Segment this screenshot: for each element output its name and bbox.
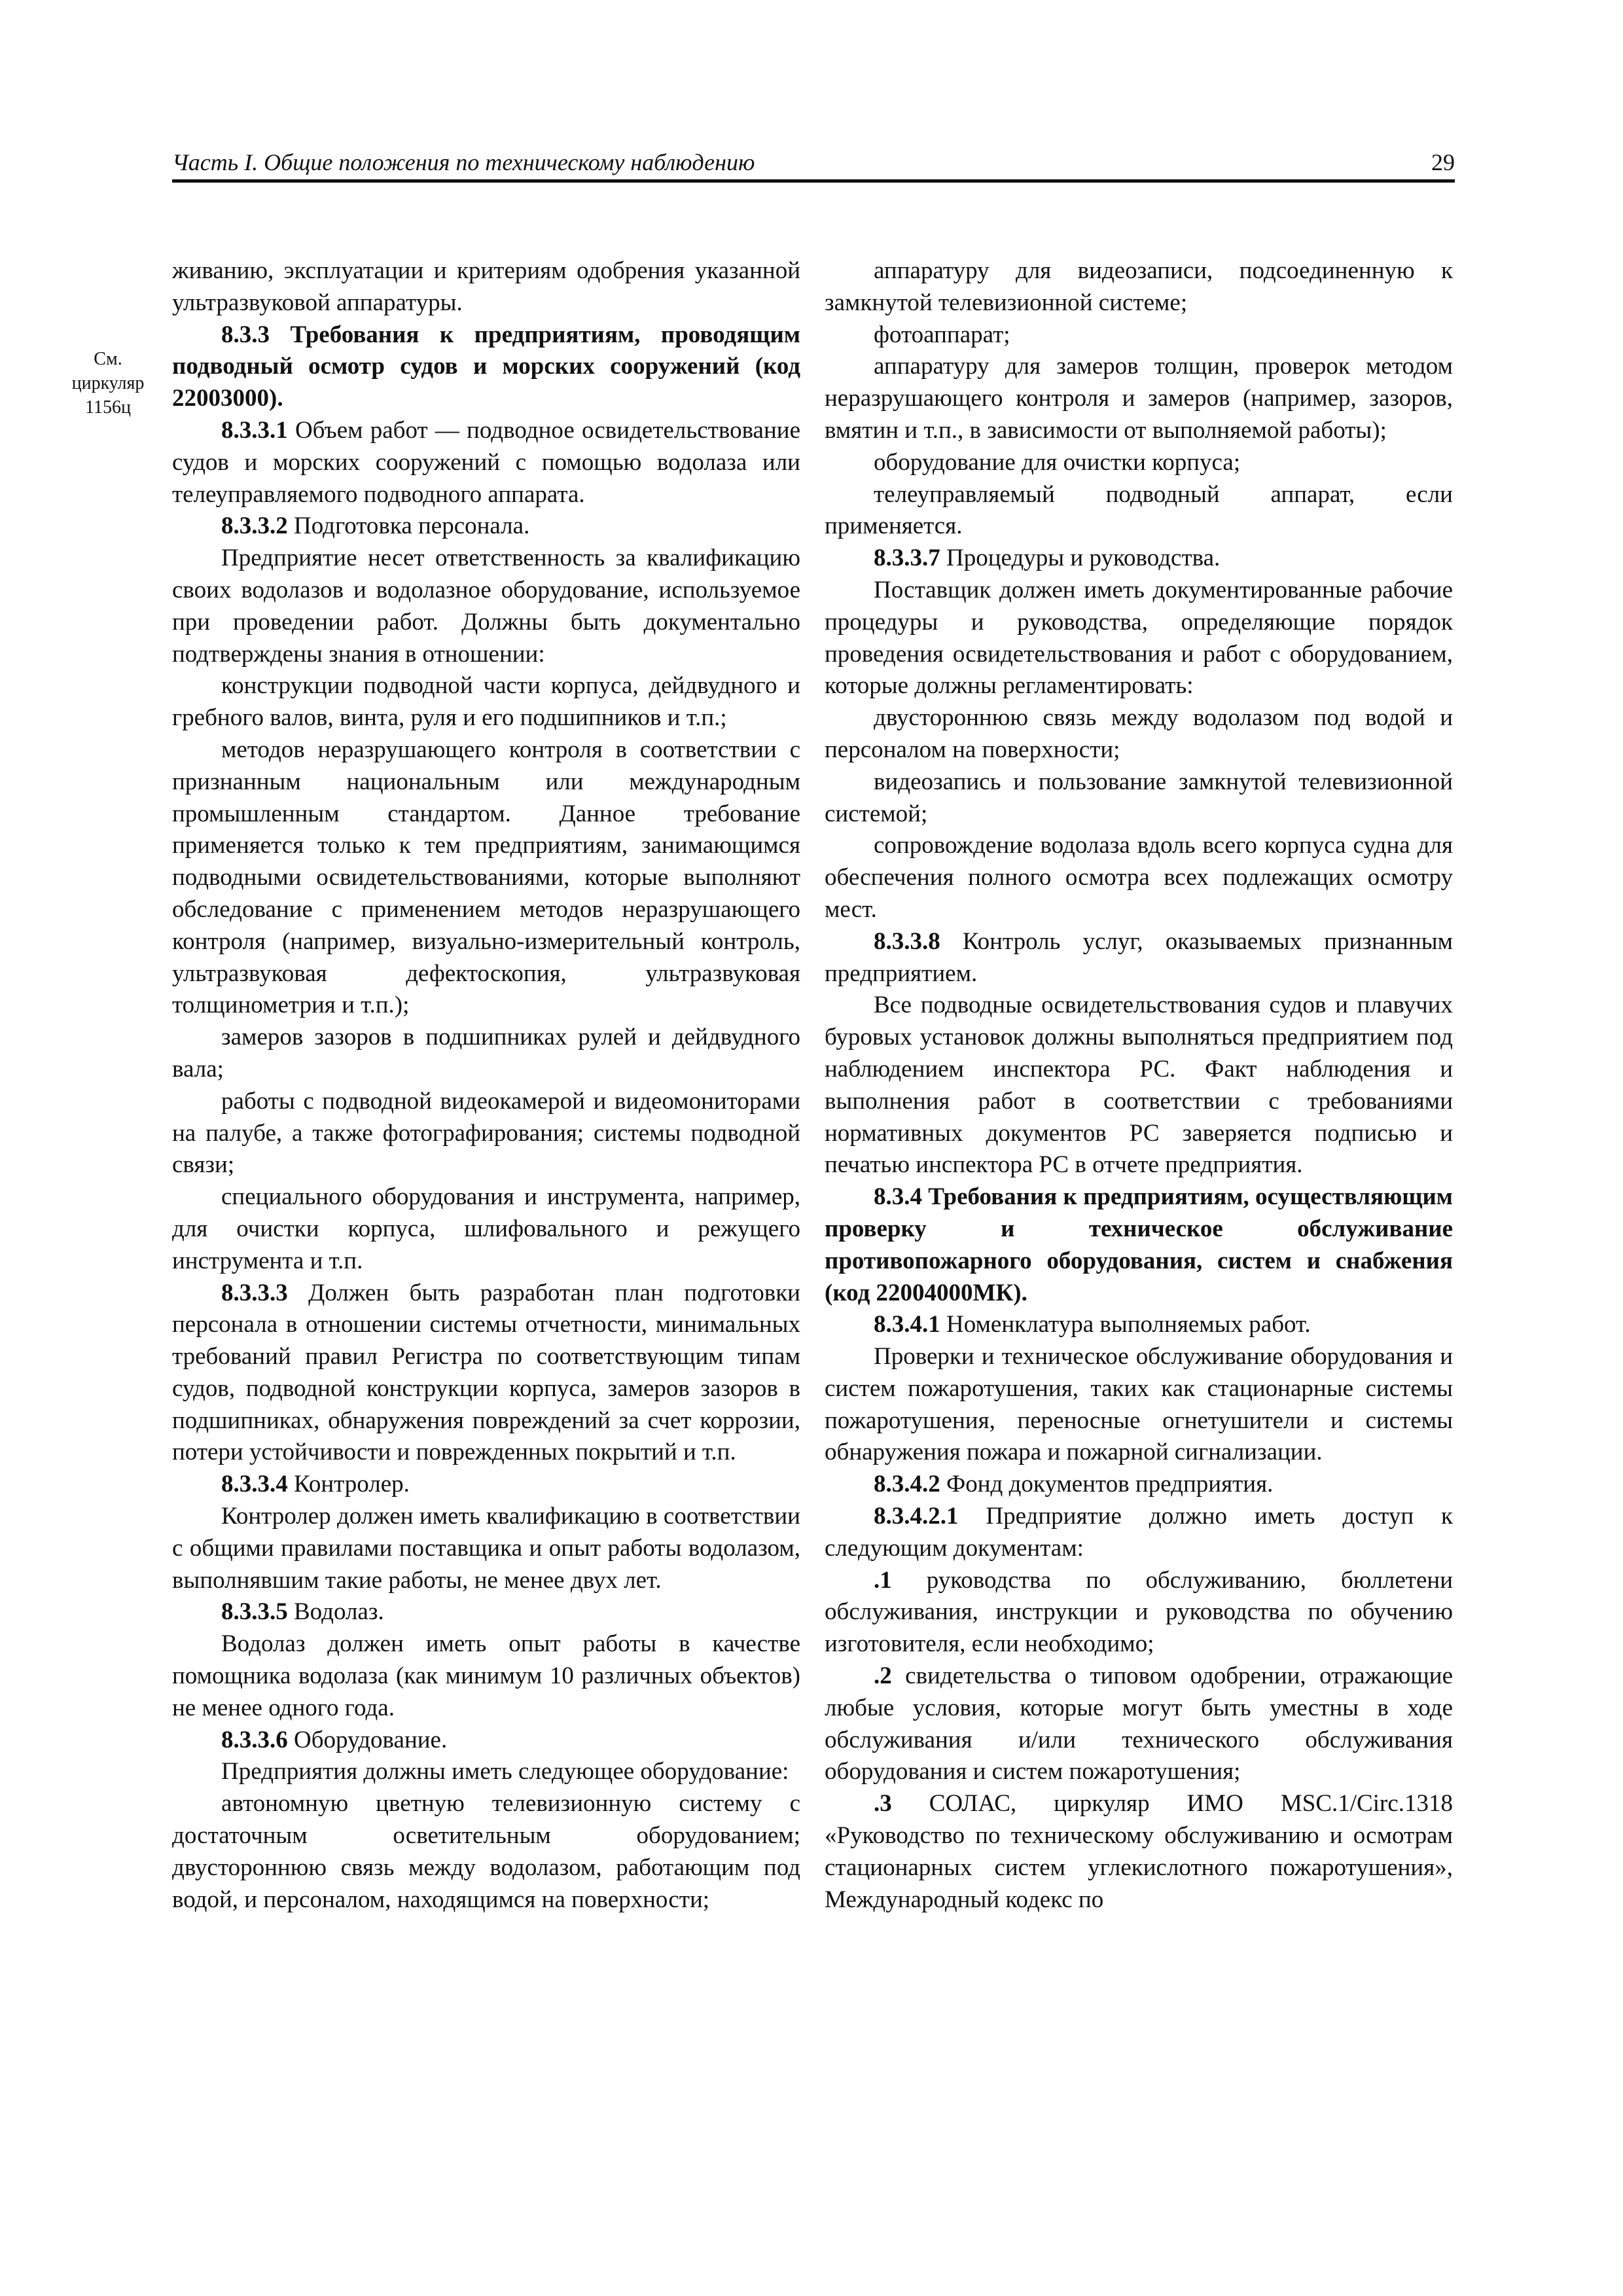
clause-number: 8.3.3.6: [221, 1726, 288, 1753]
paragraph: видеозапись и пользование замкнутой телевизионной системой;: [825, 768, 1453, 827]
clause-number: 8.3.3.8: [874, 927, 940, 955]
paragraph: телеуправляемый подводный аппарат, если применяется.: [825, 480, 1453, 540]
running-header: [172, 145, 1455, 183]
paragraph-text: Подготовка персонала.: [287, 512, 530, 540]
paragraph: Все подводные освидетельствования судов и плавучих буровых установок должны выполняться предприятием под наблюдением инспектора РС. Факт наблюдения и выполнения работ в соответствии с требованиями нормативных документов РС заверяется подписью и печатью инспектора РС в отчете предприятия.: [825, 992, 1453, 1179]
paragraph: фотоаппарат;: [874, 321, 1010, 348]
list-item: [825, 1660, 1453, 1788]
header-title: Часть I. Общие положения по техническому наблюдению: [172, 149, 755, 175]
paragraph: [172, 1596, 800, 1628]
paragraph: работы с подводной видеокамерой и видеомониторами на палубе, а также фотографирования; системы подводной связи;: [172, 1087, 800, 1179]
paragraph: сопровождение водолаза вдоль всего корпуса судна для обеспечения полного осмотра всех подлежащих осмотру мест.: [825, 832, 1453, 923]
paragraph-text: Процедуры и руководства.: [940, 545, 1221, 572]
paragraph-text: Фонд документов предприятия.: [940, 1471, 1274, 1498]
clause-number: 8.3.3.1: [221, 416, 288, 444]
paragraph-text: Оборудование.: [287, 1726, 448, 1753]
paragraph: [825, 926, 1453, 990]
paragraph: методов неразрушающего контроля в соответствии с признанным национальным или международным промышленным стандартом. Данное требование применяется только к тем предприятиям, занимающимся подводными освидетельствованиями, которые выполняют обследование с применением методов неразрушающего контроля (например, визуально-измерительный контроль, ультразвуковая дефектоскопия, ультразвуковая толщинометрия и т.п.);: [172, 736, 800, 1019]
paragraph: Контролер должен иметь квалификацию в соответствии с общими правилами поставщика и опыт работы водолазом, выполнявшим такие работы, не менее двух лет.: [172, 1503, 800, 1594]
paragraph: оборудование для очистки корпуса;: [874, 448, 1241, 476]
paragraph: аппаратуру для видеозаписи, подсоединенную к замкнутой телевизионной системе;: [825, 257, 1453, 316]
left-column: [172, 255, 800, 1916]
paragraph: [825, 1309, 1453, 1341]
paragraph-text: Номенклатура выполняемых работ.: [940, 1311, 1311, 1338]
clause-number: 8.3.3.2: [221, 512, 288, 540]
paragraph: аппаратуру для замеров толщин, проверок методом неразрушающего контроля и замеров (например, зазоров, вмятин и т.п., в зависимости от выполняемой работы);: [825, 353, 1453, 444]
paragraph: [172, 1725, 800, 1757]
section-heading: [172, 319, 800, 415]
paragraph-text: Предприятие должно иметь доступ к следующим документам:: [825, 1503, 1453, 1562]
heading-text: 8.3.4 Требования к предприятиям, осуществляющим проверку и техническое обслуживание противопожарного оборудования, систем и снабжения (код 22004000МК).: [825, 1183, 1454, 1306]
list-item-text: свидетельства о типовом одобрении, отражающие любые условия, которые могут быть уместны в ходе обслуживания и/или технического обслуживания оборудования и систем пожаротушения;: [825, 1662, 1453, 1785]
paragraph: автономную цветную телевизионную систему с достаточным осветительным оборудованием; двустороннюю связь между водолазом, работающим под водой, и персоналом, находящимся на поверхности;: [172, 1790, 800, 1913]
paragraph: Проверки и техническое обслуживание оборудования и систем пожаротушения, таких как стационарные системы пожаротушения, переносные огнетушители и системы обнаружения пожара и пожарной сигнализации.: [825, 1343, 1453, 1466]
paragraph-text: Контролер.: [287, 1471, 410, 1498]
margin-note-line: См.: [94, 349, 122, 369]
paragraph: [172, 511, 800, 543]
list-item: [825, 1788, 1453, 1916]
paragraph: специального оборудования и инструмента, например, для очистки корпуса, шлифовального и режущего инструмента и т.п.: [172, 1183, 800, 1274]
clause-number: 8.3.3.5: [221, 1598, 288, 1626]
section-heading: [825, 1181, 1453, 1309]
paragraph: замеров зазоров в подшипниках рулей и дейдвудного вала;: [172, 1024, 800, 1083]
clause-number: 8.3.3.3: [221, 1279, 288, 1306]
margin-note-line: 1156ц: [85, 397, 131, 418]
paragraph-text: Водолаз.: [287, 1598, 384, 1626]
margin-note-line: циркуляр: [71, 373, 145, 393]
list-number: .2: [874, 1662, 892, 1690]
clause-number: 8.3.3.7: [874, 545, 940, 572]
list-item-text: руководства по обслуживанию, бюллетени обслуживания, инструкции и руководства по обучению изготовителя, если необходимо;: [825, 1566, 1453, 1658]
clause-number: 8.3.4.1: [874, 1311, 940, 1338]
paragraph: [172, 415, 800, 511]
paragraph: [172, 1278, 800, 1469]
paragraph: Поставщик должен иметь документированные рабочие процедуры и руководства, определяющие порядок проведения освидетельствования и работ с оборудованием, которые должны регламентировать:: [825, 576, 1453, 700]
heading-text: 8.3.3 Требования к предприятиям, проводящим подводный осмотр судов и морских сооружений (код 22003000).: [172, 321, 800, 412]
paragraph-text: Должен быть разработан план подготовки персонала в отношении системы отчетности, минимальных требований правил Регистра по соответствующим типам судов, подводной конструкции корпуса, замеров зазоров в подшипниках, обнаружения повреждений за счет коррозии, потери устойчивости и поврежденных покрытий и т.п.: [172, 1279, 800, 1466]
paragraph-text: Объем работ — подводное освидетельствование судов и морских сооружений с помощью водолаза или телеуправляемого подводного аппарата.: [172, 416, 800, 508]
paragraph: [825, 543, 1453, 575]
list-item: [825, 1565, 1453, 1660]
clause-number: 8.3.4.2.1: [874, 1503, 959, 1530]
margin-note: [46, 347, 170, 420]
clause-number: 8.3.4.2: [874, 1471, 940, 1498]
paragraph: двустороннюю связь между водолазом под водой и персоналом на поверхности;: [825, 704, 1453, 763]
paragraph: Предприятие несет ответственность за квалификацию своих водолазов и водолазное оборудование, используемое при проведении работ. Должны быть документально подтверждены знания в отношении:: [172, 545, 800, 668]
paragraph: живанию, эксплуатации и критериям одобрения указанной ультразвуковой аппаратуры.: [172, 257, 800, 316]
paragraph: [172, 1469, 800, 1501]
paragraph: [825, 1501, 1453, 1565]
page-number: 29: [1431, 149, 1455, 175]
list-number: .3: [874, 1790, 892, 1818]
paragraph: конструкции подводной части корпуса, дейдвудного и гребного валов, винта, руля и его подшипников и т.п.;: [172, 672, 800, 732]
right-column: [825, 255, 1453, 1916]
clause-number: 8.3.3.4: [221, 1471, 288, 1498]
paragraph: [825, 1469, 1453, 1501]
paragraph: Предприятия должны иметь следующее оборудование:: [221, 1758, 789, 1785]
list-number: .1: [874, 1566, 892, 1594]
paragraph-text: Контроль услуг, оказываемых признанным предприятием.: [825, 927, 1453, 987]
paragraph: Водолаз должен иметь опыт работы в качестве помощника водолаза (как минимум 10 различных объектов) не менее одного года.: [172, 1630, 800, 1721]
list-item-text: СОЛАС, циркуляр ИМО MSC.1/Circ.1318 «Руководство по техническому обслуживанию и осмотрам стационарных систем углекислотного пожаротушения», Международный кодекс по: [825, 1790, 1453, 1913]
